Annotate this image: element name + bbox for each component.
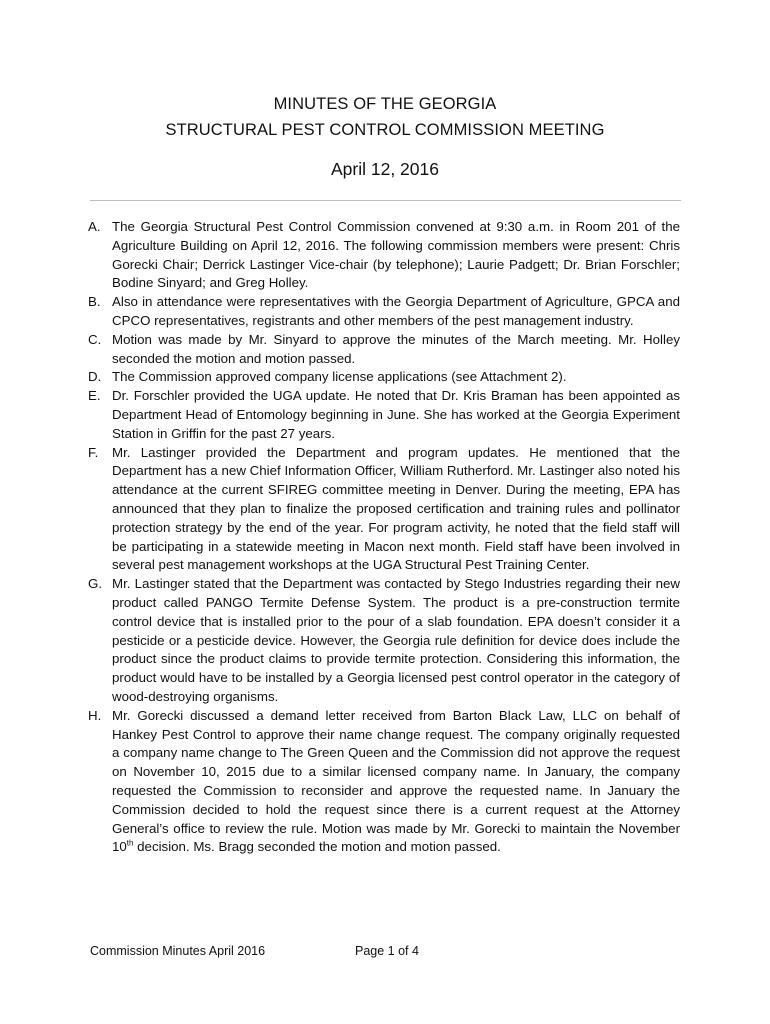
item-text: Mr. Lastinger stated that the Department was contacted by Stego Industries regarding their new product called PANGO Termite Defense System. The product is a pre-construction termite control device that is installed prior to the pour of a slab foundation. EPA doesn’t consider it a pesticide or a pesticide device. However, the Georgia rule definition for device does include the product since the product claims to provide termite protection. Considering this information, the product would have to be installed by a Georgia licensed pest control operator in the category of wood-destroying organisms. [112, 576, 680, 704]
item-letter: B. [88, 294, 101, 310]
minutes-item-c [88, 331, 680, 369]
item-letter: A. [88, 219, 101, 234]
item-text-part: decision. Ms. Bragg seconded the motion and motion passed. [133, 839, 501, 855]
title-line-2: STRUCTURAL PEST CONTROL COMMISSION MEETING [165, 121, 605, 139]
item-letter: F. [88, 444, 99, 460]
item-text-part: Mr. Gorecki discussed a demand letter received from Barton Black Law, LLC on behalf of Hankey Pest Control to approve their name change request. The company originally requested a company name change to The Green Queen and the Commission did not approve the request on November 10, 2015 due to a similar licensed company name. In January, the company requested the Commission to reconsider and approve the requested name. In January the Commission decided to hold the request since there is a current request at the Attorney General’s office to review the rule. Motion was made by Mr. Gorecki to maintain the November 10 [112, 707, 680, 855]
title-line-1: MINUTES OF THE GEORGIA [273, 95, 497, 113]
minutes-item-a [88, 218, 680, 293]
item-text: Mr. Lastinger provided the Department and program updates. He mentioned that the Department has a new Chief Information Officer, William Rutherford. Mr. Lastinger also noted his attendance at the current SFIREG committee meeting in Denver. During the meeting, EPA has announced that they plan to finalize the proposed certification and training rules and pollinator protection strategy by the end of the year. For program activity, he noted that the field staff will be participating in a statewide meeting in Macon next month. Field staff have been involved in several pest management workshops at the UGA Structural Pest Training Center. [112, 444, 680, 573]
header-divider [90, 200, 681, 201]
item-letter: G. [88, 576, 103, 592]
item-letter: C. [88, 331, 102, 347]
minutes-item-b [88, 293, 680, 331]
item-text [112, 708, 680, 855]
minutes-item-g [88, 575, 680, 707]
item-text: Dr. Forschler provided the UGA update. He noted that Dr. Kris Braman has been appointed as Department Head of Entomology beginning in June. She has worked at the Georgia Experiment Station in Griffin for the past 27 years. [112, 388, 680, 441]
item-letter: D. [88, 369, 102, 385]
item-letter: E. [88, 388, 101, 404]
minutes-item-f [88, 444, 680, 576]
meeting-date: April 12, 2016 [331, 159, 439, 179]
footer-document-label: Commission Minutes April 2016 [90, 944, 266, 958]
item-letter: H. [88, 707, 102, 723]
ordinal-suffix: th [126, 838, 134, 848]
minutes-item-d [88, 368, 680, 387]
minutes-item-h [88, 707, 680, 857]
item-text: Also in attendance were representatives with the Georgia Department of Agriculture, GPCA and CPCO representatives, registrants and other members of the pest management industry. [112, 294, 680, 328]
item-text: Motion was made by Mr. Sinyard to approve the minutes of the March meeting. Mr. Holley seconded the motion and motion passed. [112, 331, 680, 366]
minutes-list [88, 218, 680, 857]
item-text: The Commission approved company license applications (see Attachment 2). [112, 369, 567, 385]
footer-page-number: Page 1 of 4 [355, 944, 419, 958]
item-text: The Georgia Structural Pest Control Commission convened at 9:30 a.m. in Room 201 of the Agriculture Building on April 12, 2016. The following commission members were present: Chris Gorecki Chair; Derrick Lastinger Vice-chair (by telephone); Laurie Padgett; Dr. Brian Forschler; Bodine Sinyard; and Greg Holley. [112, 219, 680, 291]
minutes-item-e [88, 387, 680, 443]
